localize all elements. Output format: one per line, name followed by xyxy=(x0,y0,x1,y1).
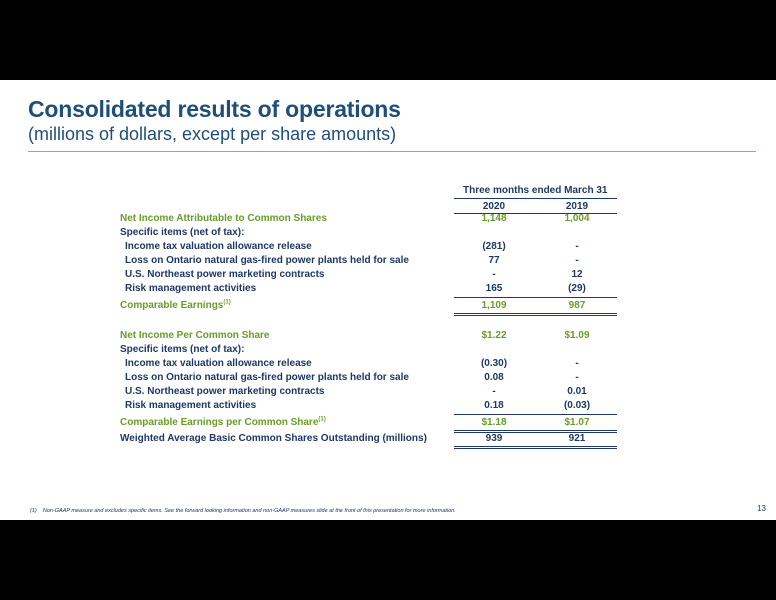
slide xyxy=(0,80,776,520)
table-row-us-northeast xyxy=(120,269,620,283)
row-value-2020: 165 xyxy=(485,283,503,294)
row-value-2019: 12 xyxy=(571,269,583,280)
row-value-2019: $1.09 xyxy=(564,330,590,341)
row-label: Net Income Per Common Share xyxy=(120,330,270,341)
row-value-2019: - xyxy=(575,358,579,369)
row-value-2020: 939 xyxy=(485,433,503,444)
row-value-2019: $1.07 xyxy=(564,417,590,428)
row-label: Loss on Ontario natural gas-fired power plants held for sale xyxy=(125,255,409,266)
table-row-risk-management xyxy=(120,283,620,297)
row-value-2019: 0.01 xyxy=(567,386,587,397)
table-row-us-northeast-per-share xyxy=(120,386,620,400)
row-label: Comparable Earnings$^{(1)}$ xyxy=(120,299,231,311)
row-value-2020: $1.18 xyxy=(481,417,507,428)
row-label: Specific items (net of tax): xyxy=(120,227,245,238)
row-label: Loss on Ontario natural gas-fired power plants held for sale xyxy=(125,372,409,383)
row-value-2020: 0.08 xyxy=(484,372,504,383)
row-value-2020: $1.22 xyxy=(481,330,507,341)
row-value-2020: (281) xyxy=(482,241,506,252)
page-number: 13 xyxy=(757,504,766,513)
row-label: U.S. Northeast power marketing contracts xyxy=(125,269,325,280)
subtotal-line xyxy=(454,297,617,298)
row-label: Weighted Average Basic Common Shares Outstanding (millions) xyxy=(120,433,427,444)
column-header-2019: 2019 xyxy=(565,201,589,212)
footnote-marker: (1) xyxy=(223,299,231,306)
table-row-net-income-per-share xyxy=(120,330,620,344)
row-value-2019: 987 xyxy=(568,300,586,311)
table-row-weighted-shares xyxy=(120,433,620,447)
column-header-2020: 2020 xyxy=(482,201,506,212)
row-value-2020: - xyxy=(492,269,496,280)
row-label: Specific items (net of tax): xyxy=(120,344,245,355)
period-header: Three months ended March 31 xyxy=(463,185,608,196)
footnote-marker: (1) xyxy=(30,508,37,514)
row-value-2020: (0.30) xyxy=(480,358,508,369)
row-value-2019: 921 xyxy=(568,433,586,444)
row-label: Risk management activities xyxy=(125,283,257,294)
table-row-net-income xyxy=(120,213,620,227)
row-label: Income tax valuation allowance release xyxy=(125,241,312,252)
row-label: Risk management activities xyxy=(125,400,257,411)
row-value-2019: (29) xyxy=(568,283,586,294)
table-row-income-tax xyxy=(120,241,620,255)
row-value-2019: - xyxy=(575,372,579,383)
title-divider xyxy=(28,151,756,152)
page-subtitle: (millions of dollars, except per share amounts) xyxy=(28,124,397,144)
table-row-comparable-eps xyxy=(120,417,620,431)
row-value-2019: 1,004 xyxy=(564,213,590,224)
row-value-2020: - xyxy=(492,386,496,397)
row-value-2020: 77 xyxy=(488,255,500,266)
table-row-income-tax-per-share xyxy=(120,358,620,372)
row-value-2020: 1,109 xyxy=(481,300,507,311)
row-label: Net Income Attributable to Common Shares xyxy=(120,213,327,224)
footnote-text: Non-GAAP measure and excludes specific items. See the forward looking information and non-GAAP measures slide at the front of this presentation for more information. xyxy=(42,508,456,514)
row-value-2020: 1,148 xyxy=(481,213,507,224)
row-value-2019: (0.03) xyxy=(563,400,591,411)
row-label: U.S. Northeast power marketing contracts xyxy=(125,386,325,397)
table-row-risk-management-per-share xyxy=(120,400,620,414)
table-row-ontario-loss xyxy=(120,255,620,269)
row-value-2019: - xyxy=(575,255,579,266)
period-header-underline xyxy=(454,198,617,199)
row-value-2019: - xyxy=(575,241,579,252)
footnote-marker: (1) xyxy=(318,416,326,423)
total-double-line xyxy=(454,446,617,449)
subtotal-line xyxy=(454,414,617,415)
footnote xyxy=(30,508,456,514)
page-title: Consolidated results of operations xyxy=(28,96,401,122)
table-row-ontario-loss-per-share xyxy=(120,372,620,386)
table-row-comparable-earnings xyxy=(120,300,620,314)
row-label: Income tax valuation allowance release xyxy=(125,358,312,369)
table-row-specific-items-heading xyxy=(120,227,620,241)
row-value-2020: 0.18 xyxy=(484,400,504,411)
row-label: Comparable Earnings per Common Share$^{(1)}$ xyxy=(120,416,326,428)
total-double-line xyxy=(454,313,617,316)
table-row-specific-items-heading xyxy=(120,344,620,358)
